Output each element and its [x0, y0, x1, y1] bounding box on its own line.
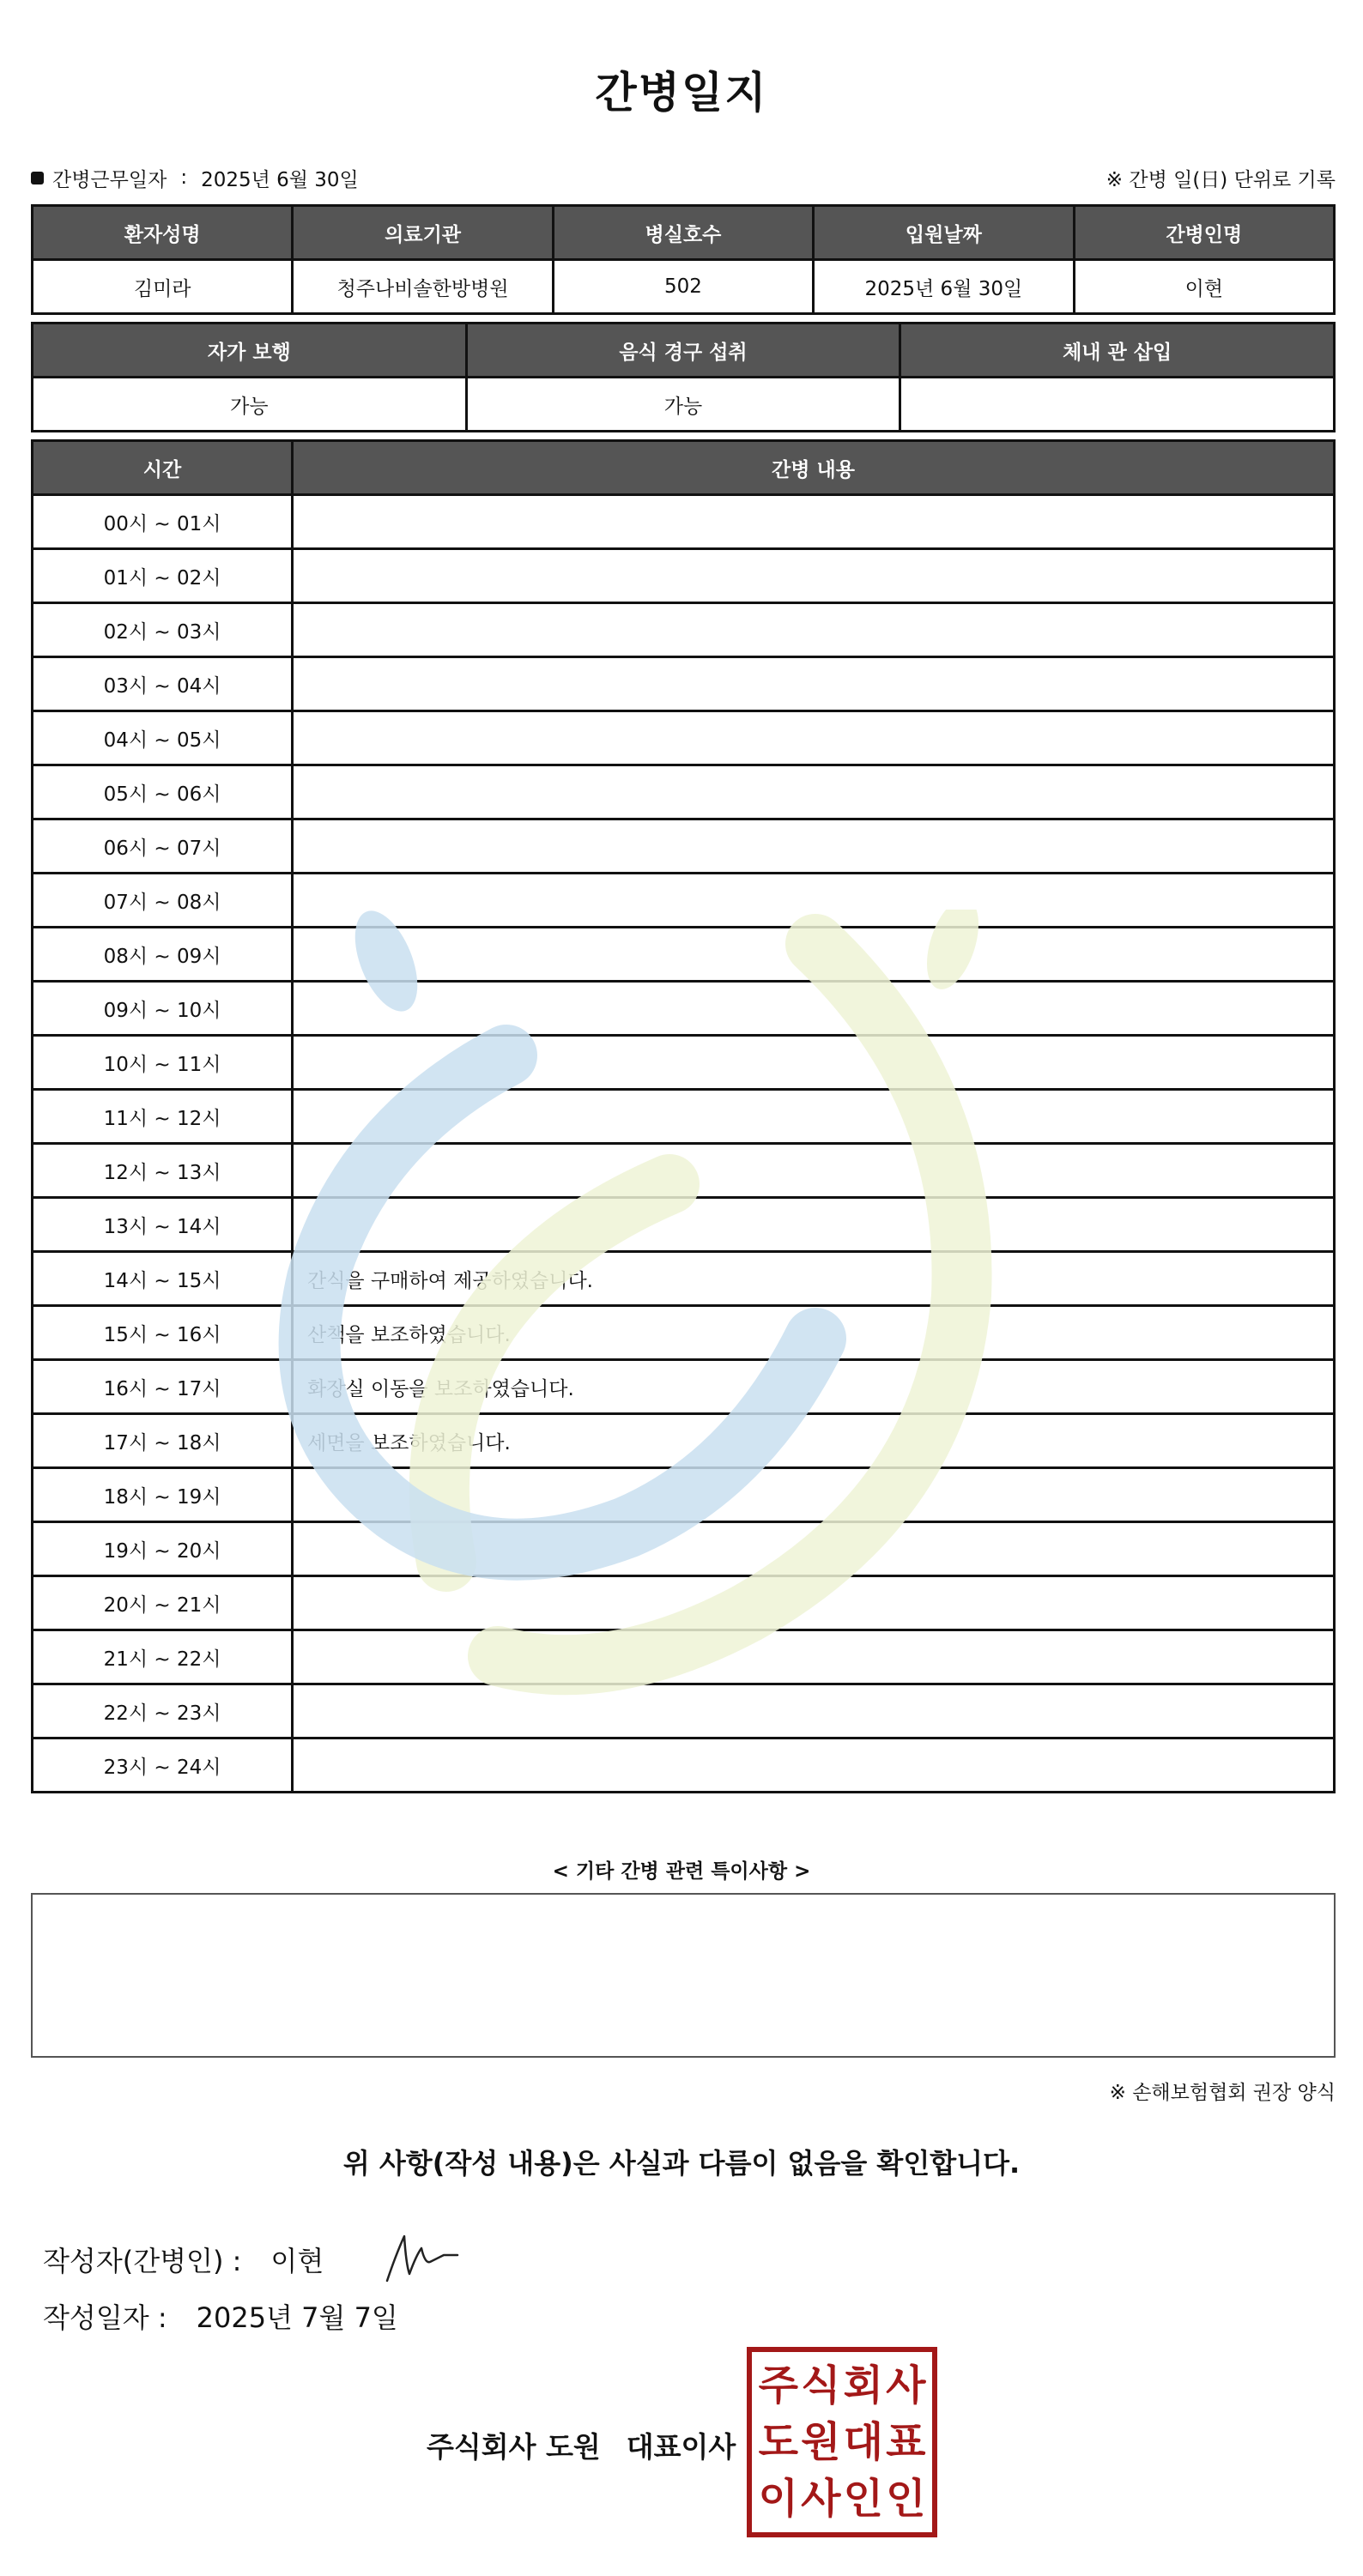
seal-character: 표: [886, 2418, 926, 2466]
log-content: [293, 495, 1335, 549]
patient-info-table: [31, 204, 1336, 315]
confirmation-statement: 위 사항(작성 내용)은 사실과 다름이 없음을 확인합니다.: [342, 2147, 1021, 2180]
log-time: 23시 ~ 24시: [33, 1738, 293, 1793]
written-date-label: 작성일자 :: [43, 2301, 167, 2334]
patient-status-header-row: [33, 324, 1335, 378]
log-content: [293, 603, 1335, 657]
log-row: [33, 1522, 1335, 1576]
header-tube-insertion: 체내 관 삽입: [900, 324, 1335, 378]
log-row: [33, 1252, 1335, 1306]
log-row: [33, 1576, 1335, 1630]
log-row: [33, 982, 1335, 1036]
log-row: [33, 1036, 1335, 1090]
log-content: [293, 1090, 1335, 1144]
log-row: [33, 603, 1335, 657]
log-time: 08시 ~ 09시: [33, 928, 293, 982]
log-row: [33, 1090, 1335, 1144]
header-patient-name: 환자성명: [33, 206, 293, 260]
admission-date: 2025년 6월 30일: [814, 260, 1074, 314]
writer-label: 작성자(간병인) :: [43, 2245, 242, 2277]
hourly-care-log-table: [31, 439, 1336, 1793]
log-time: 14시 ~ 15시: [33, 1252, 293, 1306]
caregiver-name: 이현: [1074, 260, 1334, 314]
work-date: [31, 164, 359, 192]
log-body: [33, 495, 1335, 1793]
seal-character: 대: [843, 2418, 883, 2466]
log-header-row: [33, 441, 1335, 495]
log-time: 16시 ~ 17시: [33, 1360, 293, 1414]
seal-character: 도: [758, 2418, 798, 2466]
room-number: 502: [553, 260, 813, 314]
patient-info-value-row: [33, 260, 1335, 314]
log-content: [293, 1522, 1335, 1576]
seal-character: 사: [801, 2475, 841, 2523]
log-row: [33, 657, 1335, 711]
log-content: [293, 1684, 1335, 1738]
log-content: [293, 1144, 1335, 1198]
log-time: 06시 ~ 07시: [33, 819, 293, 874]
log-row: [33, 1468, 1335, 1522]
log-content: [293, 1738, 1335, 1793]
seal-character: 원: [801, 2418, 841, 2466]
log-time: 00시 ~ 01시: [33, 495, 293, 549]
log-time: 02시 ~ 03시: [33, 603, 293, 657]
work-date-value: 2025년 6월 30일: [201, 168, 359, 191]
log-content: [293, 657, 1335, 711]
log-content: [293, 819, 1335, 874]
log-time: 01시 ~ 02시: [33, 549, 293, 603]
square-bullet-icon: [31, 172, 44, 184]
seal-character: 주: [758, 2361, 798, 2410]
log-time: 05시 ~ 06시: [33, 765, 293, 819]
log-row: [33, 874, 1335, 928]
log-time: 17시 ~ 18시: [33, 1414, 293, 1468]
log-content: [293, 982, 1335, 1036]
written-date-value: 2025년 7월 7일: [196, 2301, 398, 2334]
log-time: 19시 ~ 20시: [33, 1522, 293, 1576]
patient-status-table: [31, 322, 1336, 432]
log-content: [293, 549, 1335, 603]
company-title: 대표이사: [626, 2430, 736, 2464]
log-content: [293, 1036, 1335, 1090]
log-time: 03시 ~ 04시: [33, 657, 293, 711]
log-content: [293, 711, 1335, 765]
seal-character: 회: [843, 2361, 883, 2410]
self-walking-value: 가능: [33, 378, 467, 432]
tube-insertion-value: [900, 378, 1335, 432]
log-row: [33, 1684, 1335, 1738]
work-date-separator: :: [180, 166, 188, 189]
unit-note: ※ 간병 일(日) 단위로 기록: [1106, 168, 1336, 191]
header-room-number: 병실호수: [553, 206, 813, 260]
log-row: [33, 1738, 1335, 1793]
log-content: [293, 928, 1335, 982]
work-date-label: 간병근무일자: [52, 168, 167, 191]
writer-line: [43, 2229, 461, 2289]
patient-info-header-row: [33, 206, 1335, 260]
seal-character: 이: [758, 2475, 798, 2523]
log-content: 간식을 구매하여 제공하였습니다.: [293, 1252, 1335, 1306]
company-signature: [427, 2425, 736, 2465]
header-oral-intake: 음식 경구 섭취: [466, 324, 900, 378]
log-row: [33, 765, 1335, 819]
header-care-content: 간병 내용: [293, 441, 1335, 495]
seal-character: 사: [886, 2361, 926, 2410]
page-title: 간병일지: [595, 68, 768, 118]
company-seal-stamp: [747, 2347, 937, 2537]
company-name: 주식회사 도원: [427, 2430, 601, 2464]
log-content: 산책을 보조하였습니다.: [293, 1306, 1335, 1360]
seal-character: 인: [886, 2475, 926, 2523]
log-time: 11시 ~ 12시: [33, 1090, 293, 1144]
patient-status-value-row: [33, 378, 1335, 432]
log-time: 07시 ~ 08시: [33, 874, 293, 928]
log-time: 15시 ~ 16시: [33, 1306, 293, 1360]
log-row: [33, 1414, 1335, 1468]
log-row: [33, 711, 1335, 765]
handwritten-signature: [384, 2229, 461, 2289]
log-row: [33, 495, 1335, 549]
log-content: [293, 1198, 1335, 1252]
log-row: [33, 1306, 1335, 1360]
remarks-title: < 기타 간병 관련 특이사항 >: [552, 1860, 811, 1883]
hospital-name: 청주나비솔한방병원: [293, 260, 553, 314]
meta-row: [31, 163, 1336, 192]
log-row: [33, 928, 1335, 982]
log-time: 13시 ~ 14시: [33, 1198, 293, 1252]
header-time: 시간: [33, 441, 293, 495]
log-row: [33, 819, 1335, 874]
log-content: [293, 765, 1335, 819]
patient-name: 김미라: [33, 260, 293, 314]
log-content: 화장실 이동을 보조하였습니다.: [293, 1360, 1335, 1414]
log-time: 20시 ~ 21시: [33, 1576, 293, 1630]
header-self-walking: 자가 보행: [33, 324, 467, 378]
log-row: [33, 1630, 1335, 1684]
standard-form-note: ※ 손해보험협회 권장 양식: [1109, 2082, 1336, 2104]
log-content: 세면을 보조하였습니다.: [293, 1414, 1335, 1468]
log-content: [293, 1630, 1335, 1684]
seal-character: 식: [801, 2361, 841, 2410]
log-time: 09시 ~ 10시: [33, 982, 293, 1036]
remarks-box: [31, 1893, 1336, 2058]
oral-intake-value: 가능: [466, 378, 900, 432]
log-row: [33, 549, 1335, 603]
log-row: [33, 1360, 1335, 1414]
written-date-line: [43, 2296, 398, 2336]
log-content: [293, 1468, 1335, 1522]
log-time: 10시 ~ 11시: [33, 1036, 293, 1090]
log-time: 21시 ~ 22시: [33, 1630, 293, 1684]
log-time: 04시 ~ 05시: [33, 711, 293, 765]
header-hospital: 의료기관: [293, 206, 553, 260]
header-admission-date: 입원날짜: [814, 206, 1074, 260]
log-row: [33, 1198, 1335, 1252]
log-time: 12시 ~ 13시: [33, 1144, 293, 1198]
header-caregiver-name: 간병인명: [1074, 206, 1334, 260]
log-row: [33, 1144, 1335, 1198]
seal-character: 인: [843, 2475, 883, 2523]
log-content: [293, 874, 1335, 928]
log-time: 18시 ~ 19시: [33, 1468, 293, 1522]
log-content: [293, 1576, 1335, 1630]
log-time: 22시 ~ 23시: [33, 1684, 293, 1738]
writer-name: 이현: [270, 2245, 324, 2277]
